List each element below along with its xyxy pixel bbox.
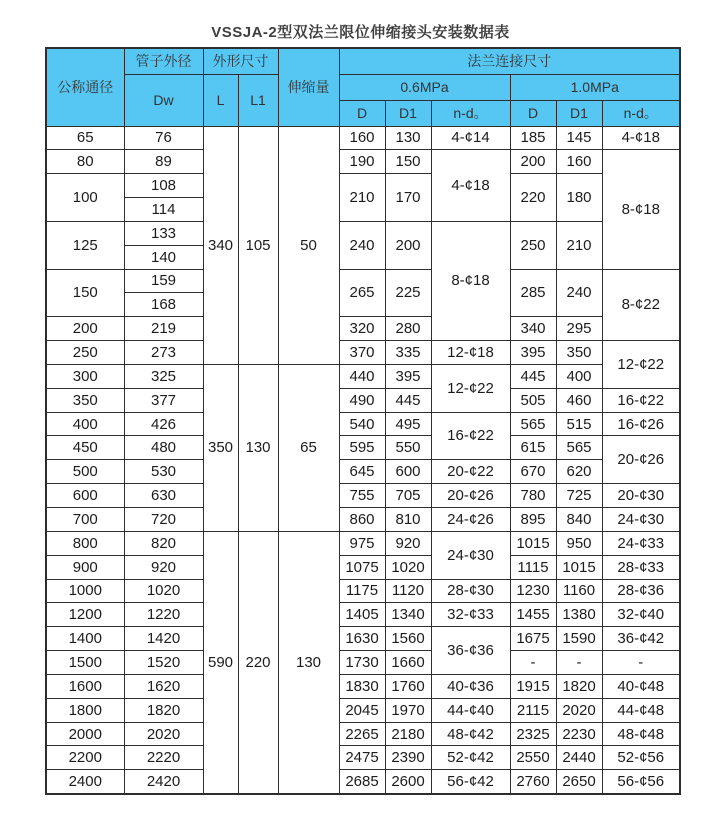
table-row bbox=[46, 746, 680, 770]
table-cell: 36-¢36 bbox=[431, 627, 510, 675]
table-cell: 515 bbox=[556, 412, 602, 436]
table-cell: 1075 bbox=[339, 555, 385, 579]
table-cell: 220 bbox=[510, 174, 556, 222]
header-pressure-10mpa: 1.0MPa bbox=[510, 74, 680, 100]
table-cell: 590 bbox=[203, 531, 238, 793]
table-cell: - bbox=[510, 651, 556, 675]
table-cell: 1015 bbox=[510, 531, 556, 555]
table-cell: 150 bbox=[46, 269, 124, 317]
table-cell: 130 bbox=[238, 364, 278, 531]
table-row bbox=[46, 341, 680, 365]
table-cell: 130 bbox=[385, 126, 431, 150]
table-cell: 1340 bbox=[385, 603, 431, 627]
table-cell: 48-¢48 bbox=[602, 722, 680, 746]
table-cell: 495 bbox=[385, 412, 431, 436]
table-cell: 1380 bbox=[556, 603, 602, 627]
table-cell: 160 bbox=[556, 150, 602, 174]
table-body bbox=[46, 126, 680, 794]
table-cell: 2685 bbox=[339, 770, 385, 794]
table-cell: 400 bbox=[46, 412, 124, 436]
table-cell: 1760 bbox=[385, 674, 431, 698]
table-cell: 32-¢40 bbox=[602, 603, 680, 627]
table-cell: 240 bbox=[556, 269, 602, 317]
table-cell: 975 bbox=[339, 531, 385, 555]
table-cell: 350 bbox=[203, 364, 238, 531]
table-cell: 395 bbox=[510, 341, 556, 365]
table-cell: 895 bbox=[510, 508, 556, 532]
table-cell: 595 bbox=[339, 436, 385, 460]
table-cell: 440 bbox=[339, 364, 385, 388]
table-cell: 50 bbox=[278, 126, 339, 364]
table-row bbox=[46, 221, 680, 245]
table-cell: 350 bbox=[46, 388, 124, 412]
table-cell: 1915 bbox=[510, 674, 556, 698]
header-nd-06: n-d。 bbox=[431, 100, 510, 126]
table-cell: 340 bbox=[510, 317, 556, 341]
table-cell: 56-¢56 bbox=[602, 770, 680, 794]
table-cell: 250 bbox=[510, 221, 556, 269]
table-cell: 1020 bbox=[124, 579, 203, 603]
table-cell: 150 bbox=[385, 150, 431, 174]
table-cell: 550 bbox=[385, 436, 431, 460]
table-row bbox=[46, 674, 680, 698]
table-cell: 426 bbox=[124, 412, 203, 436]
table-cell: 48-¢42 bbox=[431, 722, 510, 746]
header-d-10: D bbox=[510, 100, 556, 126]
table-cell: 2440 bbox=[556, 746, 602, 770]
table-cell: 1660 bbox=[385, 651, 431, 675]
table-cell: 185 bbox=[510, 126, 556, 150]
table-cell: 1400 bbox=[46, 627, 124, 651]
table-cell: 1590 bbox=[556, 627, 602, 651]
table-cell: 1600 bbox=[46, 674, 124, 698]
table-cell: 2045 bbox=[339, 698, 385, 722]
table-cell: 1560 bbox=[385, 627, 431, 651]
table-row bbox=[46, 555, 680, 579]
table-cell: 4-¢18 bbox=[602, 126, 680, 150]
table-cell: 1675 bbox=[510, 627, 556, 651]
table-cell: 20-¢22 bbox=[431, 460, 510, 484]
table-cell: 340 bbox=[203, 126, 238, 364]
table-cell: 219 bbox=[124, 317, 203, 341]
table-cell: 2325 bbox=[510, 722, 556, 746]
table-cell: 44-¢40 bbox=[431, 698, 510, 722]
page-title: VSSJA-2型双法兰限位伸缩接头安装数据表 bbox=[211, 24, 510, 41]
table-cell: 540 bbox=[339, 412, 385, 436]
table-cell: 460 bbox=[556, 388, 602, 412]
table-cell: 1520 bbox=[124, 651, 203, 675]
table-cell: 1730 bbox=[339, 651, 385, 675]
table-cell: 168 bbox=[124, 293, 203, 317]
table-cell: 4-¢14 bbox=[431, 126, 510, 150]
table-cell: 200 bbox=[46, 317, 124, 341]
table-cell: 490 bbox=[339, 388, 385, 412]
table-cell: 950 bbox=[556, 531, 602, 555]
table-cell: 2760 bbox=[510, 770, 556, 794]
table-cell: 820 bbox=[124, 531, 203, 555]
table-cell: 28-¢36 bbox=[602, 579, 680, 603]
table-cell: 780 bbox=[510, 484, 556, 508]
table-cell: 12-¢18 bbox=[431, 341, 510, 365]
header-l: L bbox=[203, 74, 238, 126]
table-cell: 2180 bbox=[385, 722, 431, 746]
table-row bbox=[46, 531, 680, 555]
table-cell: 1115 bbox=[510, 555, 556, 579]
table-cell: 450 bbox=[46, 436, 124, 460]
table-cell: 2650 bbox=[556, 770, 602, 794]
table-cell: 705 bbox=[385, 484, 431, 508]
table-cell: 720 bbox=[124, 508, 203, 532]
table-cell: 2115 bbox=[510, 698, 556, 722]
table-cell: 2020 bbox=[124, 722, 203, 746]
table-cell: 2220 bbox=[124, 746, 203, 770]
table-cell: 285 bbox=[510, 269, 556, 317]
table-cell: 240 bbox=[339, 221, 385, 269]
table-cell: 220 bbox=[238, 531, 278, 793]
table-cell: 670 bbox=[510, 460, 556, 484]
table-cell: 190 bbox=[339, 150, 385, 174]
table-cell: 16-¢26 bbox=[602, 412, 680, 436]
table-cell: 20-¢30 bbox=[602, 484, 680, 508]
table-cell: 1820 bbox=[124, 698, 203, 722]
table-cell: 12-¢22 bbox=[602, 341, 680, 389]
table-cell: 20-¢26 bbox=[431, 484, 510, 508]
table-cell: - bbox=[556, 651, 602, 675]
table-row bbox=[46, 317, 680, 341]
table-cell: 170 bbox=[385, 174, 431, 222]
table-cell: 24-¢26 bbox=[431, 508, 510, 532]
table-cell: 16-¢22 bbox=[431, 412, 510, 460]
table-cell: 8-¢18 bbox=[602, 150, 680, 269]
table-cell: 265 bbox=[339, 269, 385, 317]
table-cell: 615 bbox=[510, 436, 556, 460]
table-row bbox=[46, 412, 680, 436]
table-cell: 1620 bbox=[124, 674, 203, 698]
table-cell: 1820 bbox=[556, 674, 602, 698]
table-cell: 800 bbox=[46, 531, 124, 555]
table-cell: 600 bbox=[46, 484, 124, 508]
table-row bbox=[46, 174, 680, 198]
table-cell: 295 bbox=[556, 317, 602, 341]
table-cell: 52-¢56 bbox=[602, 746, 680, 770]
table-cell: 65 bbox=[278, 364, 339, 531]
table-cell: 225 bbox=[385, 269, 431, 317]
table-cell: 145 bbox=[556, 126, 602, 150]
table-cell: 920 bbox=[385, 531, 431, 555]
table-cell: 2390 bbox=[385, 746, 431, 770]
table-cell: 377 bbox=[124, 388, 203, 412]
table-cell: 325 bbox=[124, 364, 203, 388]
table-cell: 2550 bbox=[510, 746, 556, 770]
table-cell: 1220 bbox=[124, 603, 203, 627]
table-cell: 530 bbox=[124, 460, 203, 484]
table-cell: 1160 bbox=[556, 579, 602, 603]
header-nd-10: n-d。 bbox=[602, 100, 680, 126]
table-cell: 700 bbox=[46, 508, 124, 532]
table-cell: 1830 bbox=[339, 674, 385, 698]
table-cell: 2265 bbox=[339, 722, 385, 746]
table-cell: 24-¢30 bbox=[431, 531, 510, 579]
table-cell: 44-¢48 bbox=[602, 698, 680, 722]
table-cell: 133 bbox=[124, 221, 203, 245]
table-cell: 810 bbox=[385, 508, 431, 532]
table-cell: 320 bbox=[339, 317, 385, 341]
table-cell: 2475 bbox=[339, 746, 385, 770]
table-cell: 56-¢42 bbox=[431, 770, 510, 794]
table-row bbox=[46, 269, 680, 293]
header-pressure-06mpa: 0.6MPa bbox=[339, 74, 510, 100]
table-cell: 40-¢48 bbox=[602, 674, 680, 698]
table-cell: 36-¢42 bbox=[602, 627, 680, 651]
table-header bbox=[46, 48, 680, 126]
table-row bbox=[46, 722, 680, 746]
table-cell: 2020 bbox=[556, 698, 602, 722]
table-row bbox=[46, 364, 680, 388]
table-cell: 4-¢18 bbox=[431, 150, 510, 222]
table-cell: 1200 bbox=[46, 603, 124, 627]
table-cell: 250 bbox=[46, 341, 124, 365]
table-cell: 1420 bbox=[124, 627, 203, 651]
header-flange-connection: 法兰连接尺寸 bbox=[339, 48, 680, 74]
table-cell: 24-¢33 bbox=[602, 531, 680, 555]
table-cell: 400 bbox=[556, 364, 602, 388]
table-cell: 40-¢36 bbox=[431, 674, 510, 698]
table-row bbox=[46, 126, 680, 150]
header-row-2 bbox=[46, 74, 680, 100]
table-cell: 210 bbox=[339, 174, 385, 222]
table-row bbox=[46, 579, 680, 603]
data-table bbox=[45, 47, 681, 795]
table-row bbox=[46, 388, 680, 412]
table-cell: 395 bbox=[385, 364, 431, 388]
header-d-06: D bbox=[339, 100, 385, 126]
header-l1: L1 bbox=[238, 74, 278, 126]
table-cell: 28-¢30 bbox=[431, 579, 510, 603]
header-outline-dimensions: 外形尺寸 bbox=[203, 48, 278, 74]
table-cell: 1175 bbox=[339, 579, 385, 603]
table-cell: 12-¢22 bbox=[431, 364, 510, 412]
table-cell: 500 bbox=[46, 460, 124, 484]
table-cell: 1800 bbox=[46, 698, 124, 722]
table-cell: 2400 bbox=[46, 770, 124, 794]
table-cell: 108 bbox=[124, 174, 203, 198]
table-cell: 200 bbox=[510, 150, 556, 174]
table-cell: 1020 bbox=[385, 555, 431, 579]
table-cell: 645 bbox=[339, 460, 385, 484]
table-cell: 16-¢22 bbox=[602, 388, 680, 412]
table-cell: 480 bbox=[124, 436, 203, 460]
table-cell: 565 bbox=[556, 436, 602, 460]
table-cell: 1455 bbox=[510, 603, 556, 627]
table-cell: 65 bbox=[46, 126, 124, 150]
header-nominal-diameter: 公称通径 bbox=[46, 48, 124, 126]
table-cell: 565 bbox=[510, 412, 556, 436]
header-pipe-outer-diameter: 管子外径 bbox=[124, 48, 203, 74]
table-row bbox=[46, 460, 680, 484]
table-cell: 860 bbox=[339, 508, 385, 532]
table-cell: 2000 bbox=[46, 722, 124, 746]
table-row bbox=[46, 150, 680, 174]
table-row bbox=[46, 651, 680, 675]
table-row bbox=[46, 770, 680, 794]
table-cell: 52-¢42 bbox=[431, 746, 510, 770]
table-cell: 160 bbox=[339, 126, 385, 150]
table-row bbox=[46, 698, 680, 722]
header-expansion-amount: 伸缩量 bbox=[278, 48, 339, 126]
table-cell: 130 bbox=[278, 531, 339, 793]
table-cell: 505 bbox=[510, 388, 556, 412]
header-row-1 bbox=[46, 48, 680, 74]
table-cell: 725 bbox=[556, 484, 602, 508]
table-cell: 76 bbox=[124, 126, 203, 150]
table-cell: 2230 bbox=[556, 722, 602, 746]
table-cell: 273 bbox=[124, 341, 203, 365]
table-row bbox=[46, 484, 680, 508]
table-cell: 620 bbox=[556, 460, 602, 484]
table-cell: 140 bbox=[124, 245, 203, 269]
table-cell: 370 bbox=[339, 341, 385, 365]
table-cell: 8-¢18 bbox=[431, 221, 510, 340]
table-cell: 840 bbox=[556, 508, 602, 532]
table-cell: 80 bbox=[46, 150, 124, 174]
table-cell: 114 bbox=[124, 198, 203, 222]
table-cell: 630 bbox=[124, 484, 203, 508]
table-cell: 445 bbox=[510, 364, 556, 388]
table-cell: 1630 bbox=[339, 627, 385, 651]
table-cell: 445 bbox=[385, 388, 431, 412]
table-cell: 350 bbox=[556, 341, 602, 365]
table-cell: 210 bbox=[556, 221, 602, 269]
table-cell: 335 bbox=[385, 341, 431, 365]
table-row bbox=[46, 436, 680, 460]
table-cell: 300 bbox=[46, 364, 124, 388]
table-cell: 100 bbox=[46, 174, 124, 222]
table-cell: 1970 bbox=[385, 698, 431, 722]
table-cell: 159 bbox=[124, 269, 203, 293]
table-cell: 32-¢33 bbox=[431, 603, 510, 627]
table-cell: 900 bbox=[46, 555, 124, 579]
header-dw: Dw bbox=[124, 74, 203, 126]
table-cell: 24-¢30 bbox=[602, 508, 680, 532]
table-cell: 125 bbox=[46, 221, 124, 269]
table-cell: 920 bbox=[124, 555, 203, 579]
table-row bbox=[46, 627, 680, 651]
table-cell: 2600 bbox=[385, 770, 431, 794]
table-cell: 28-¢33 bbox=[602, 555, 680, 579]
table-cell: 8-¢22 bbox=[602, 269, 680, 341]
table-cell: 180 bbox=[556, 174, 602, 222]
table-cell: - bbox=[602, 651, 680, 675]
table-cell: 280 bbox=[385, 317, 431, 341]
table-cell: 200 bbox=[385, 221, 431, 269]
header-d1-10: D1 bbox=[556, 100, 602, 126]
table-cell: 2420 bbox=[124, 770, 203, 794]
table-cell: 20-¢26 bbox=[602, 436, 680, 484]
table-cell: 89 bbox=[124, 150, 203, 174]
table-cell: 1405 bbox=[339, 603, 385, 627]
header-d1-06: D1 bbox=[385, 100, 431, 126]
table-row bbox=[46, 508, 680, 532]
table-cell: 1015 bbox=[556, 555, 602, 579]
table-cell: 600 bbox=[385, 460, 431, 484]
table-cell: 1500 bbox=[46, 651, 124, 675]
table-cell: 1230 bbox=[510, 579, 556, 603]
table-cell: 105 bbox=[238, 126, 278, 364]
table-cell: 1120 bbox=[385, 579, 431, 603]
table-cell: 755 bbox=[339, 484, 385, 508]
table-row bbox=[46, 603, 680, 627]
table-cell: 2200 bbox=[46, 746, 124, 770]
table-cell: 1000 bbox=[46, 579, 124, 603]
